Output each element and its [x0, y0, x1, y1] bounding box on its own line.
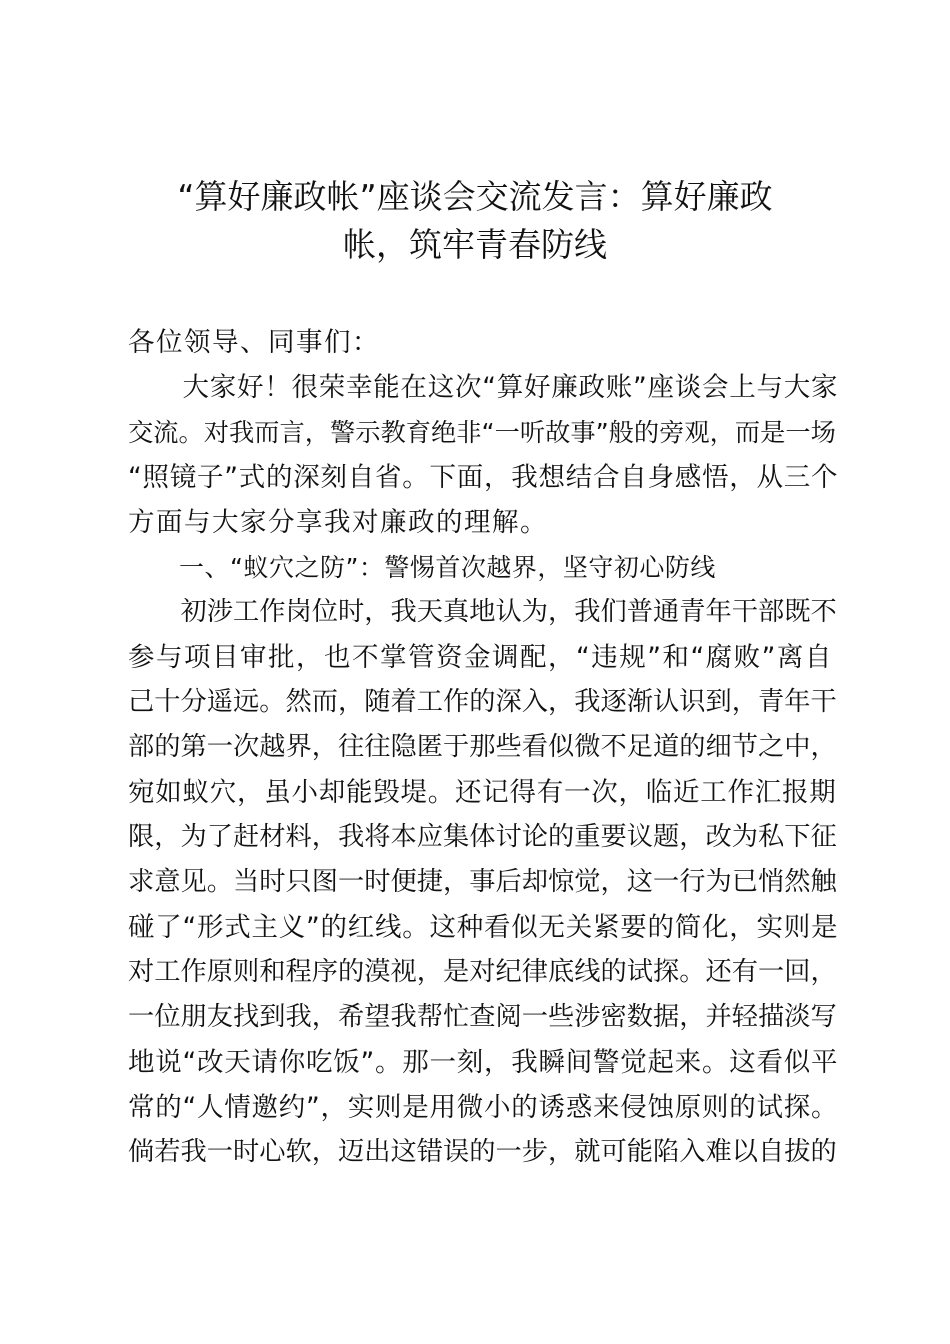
paragraph-line: 部的第一次越界，往往隐匿于那些看似微不足道的细节之中，: [128, 732, 837, 762]
document-title: [100, 173, 850, 269]
paragraph-line: 碰了“形式主义”的红线。这种看似无关紧要的简化，实则是: [128, 912, 839, 943]
title-line: 帐，筑牢青春防线: [343, 225, 607, 264]
paragraph-line: 大家好！很荣幸能在这次“算好廉政账”座谈会上与大家: [128, 372, 839, 403]
paragraph-line: 交流。对我而言，警示教育绝非“一听故事”般的旁观，而是一场: [128, 418, 836, 447]
paragraph-line: 己十分遥远。然而，随着工作的深入，我逐渐认识到，青年干: [128, 687, 837, 717]
salutation: 各位领导、同事们：: [128, 327, 380, 358]
paragraph-line: 一位朋友找到我，希望我帮忙查阅一些涉密数据，并轻描淡写: [128, 1002, 837, 1032]
paragraph-line: 限，为了赶材料，我将本应集体讨论的重要议题，改为私下征: [128, 822, 837, 852]
paragraph-line: 倘若我一时心软，迈出这错误的一步，就可能陷入难以自拔的: [128, 1137, 837, 1167]
paragraph-line: 对工作原则和程序的漠视，是对纪律底线的试探。还有一回，: [128, 957, 837, 987]
paragraph-line: 参与项目审批，也不掌管资金调配，“违规”和“腐败”离自: [128, 642, 833, 673]
title-line: “算好廉政帐”座谈会交流发言：算好廉政: [177, 177, 773, 216]
document-body: [128, 320, 838, 1175]
paragraph-line: 初涉工作岗位时，我天真地认为，我们普通青年干部既不: [128, 597, 837, 627]
paragraph-line: 常的“人情邀约”，实则是用微小的诱惑来侵蚀原则的试探。: [128, 1092, 839, 1123]
section-heading: 一、“蚁穴之防”：警惕首次越界，坚守初心防线: [128, 553, 716, 582]
paragraph-line: “照镜子”式的深刻自省。下面，我想结合自身感悟，从三个: [128, 462, 839, 493]
paragraph-line: 方面与大家分享我对廉政的理解。: [128, 507, 548, 538]
paragraph-line: 地说“改天请你吃饭”。那一刻，我瞬间警觉起来。这看似平: [128, 1047, 839, 1078]
paragraph-line: 求意见。当时只图一时便捷，事后却惊觉，这一行为已悄然触: [128, 867, 837, 897]
paragraph-line: 宛如蚁穴，虽小却能毁堤。还记得有一次，临近工作汇报期: [128, 777, 837, 808]
